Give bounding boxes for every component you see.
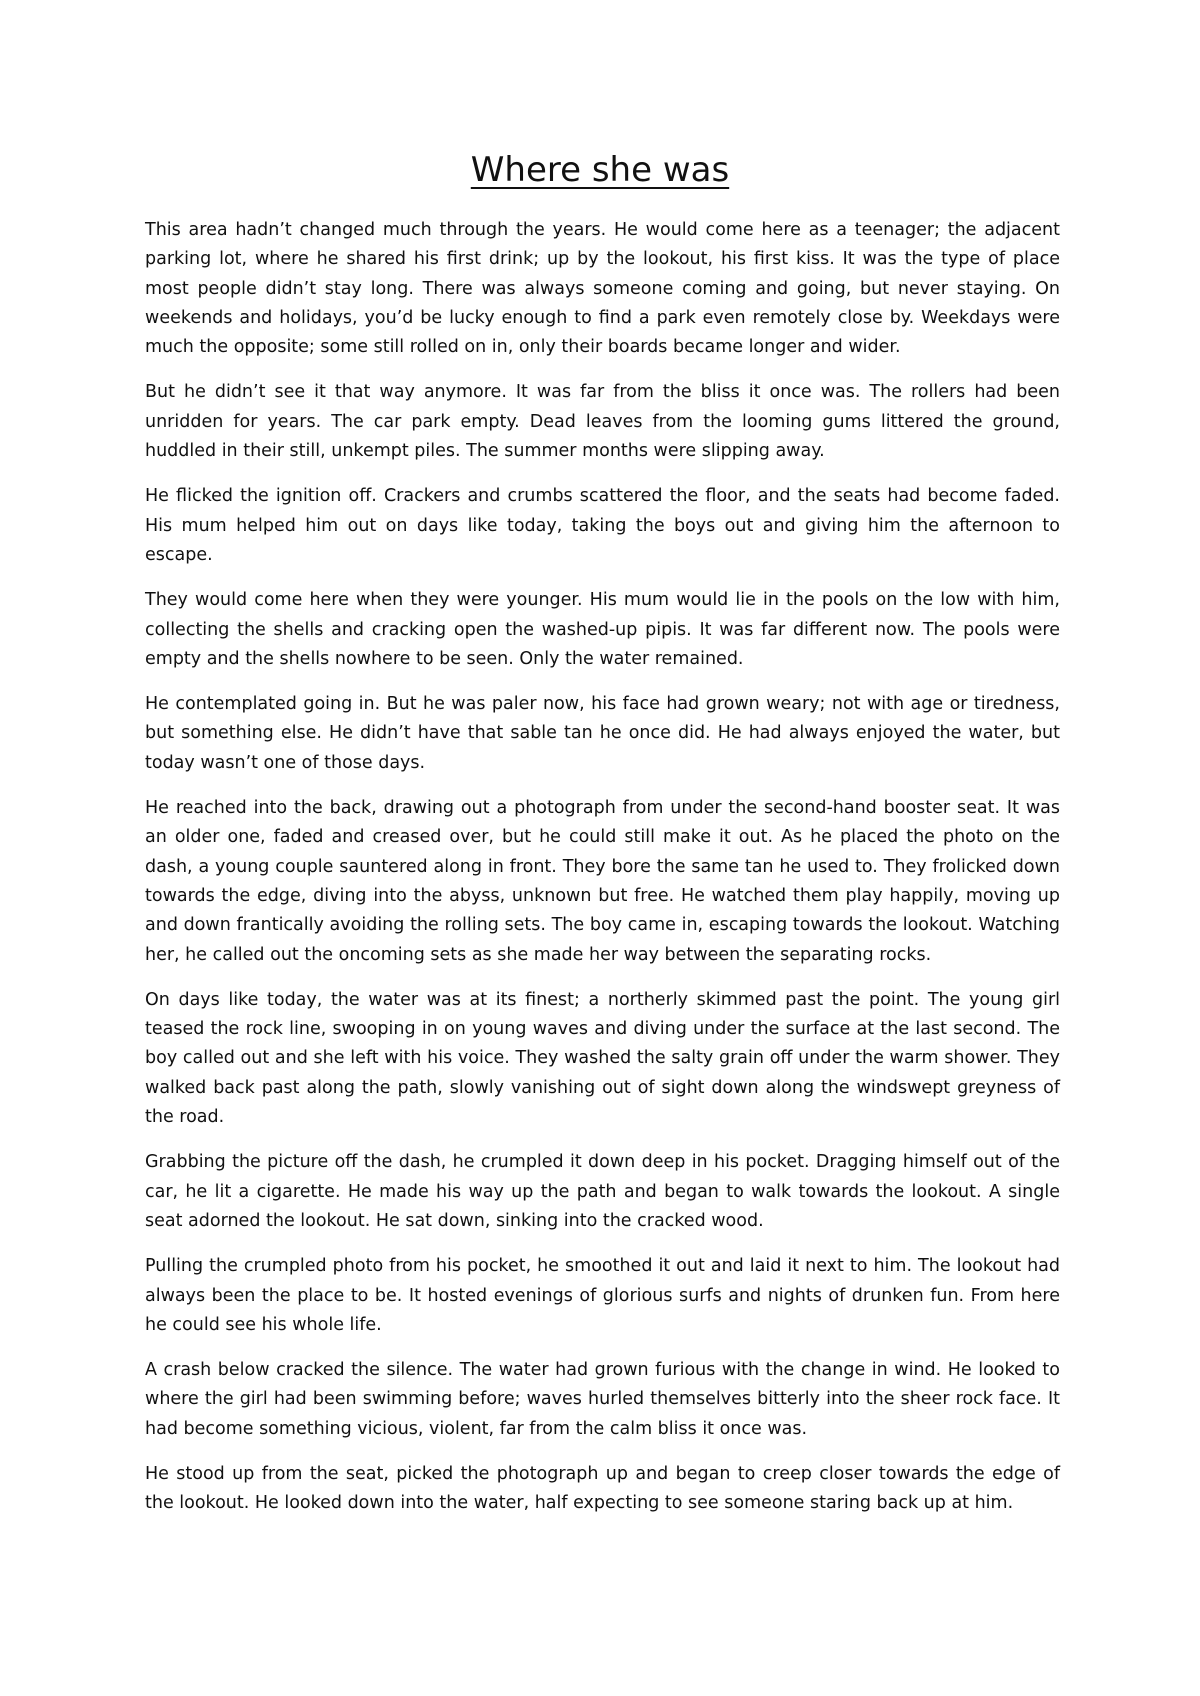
paragraph: He reached into the back, drawing out a photograph from under the second-hand booster seat. It was an older one, faded and creased over, but he could still make it out. As he placed the photo on the dash, a young couple sauntered along in front. They bore the same tan he used to. They frolicked down towards the edge, diving into the abyss, unknown but free. He watched them play happily, moving up and down frantically avoiding the rolling sets. The boy came in, escaping towards the lookout. Watching her, he called out the oncoming sets as she made her way between the separating rocks.	[145, 798, 1060, 965]
document-body	[145, 216, 1060, 1535]
paragraph: They would come here when they were younger. His mum would lie in the pools on the low with him, collecting the shells and cracking open the washed-up pipis. It was far different now. The pools were empty and the shells nowhere to be seen. Only the water remained.	[145, 590, 1060, 669]
paragraph: This area hadn’t changed much through the years. He would come here as a teenager; the adjacent parking lot, where he shared his first drink; up by the lookout, his first kiss. It was the type of place most people didn’t stay long. There was always someone coming and going, but never staying. On weekends and holidays, you’d be lucky enough to find a park even remotely close by. Weekdays were much the opposite; some still rolled on in, only their boards became longer and wider.	[145, 220, 1060, 358]
document-title: Where she was	[470, 150, 730, 190]
paragraph: On days like today, the water was at its finest; a northerly skimmed past the point. The young girl teased the rock line, swooping in on young waves and diving under the surface at the last second. The boy called out and she left with his voice. They washed the salty grain off under the warm shower. They walked back past along the path, slowly vanishing out of sight down along the windswept greyness of the road.	[145, 989, 1060, 1128]
paragraph: Grabbing the picture off the dash, he crumpled it down deep in his pocket. Dragging himself out of the car, he lit a cigarette. He made his way up the path and began to walk towards the lookout. A single seat adorned the lookout. He sat down, sinking into the cracked wood.	[145, 1152, 1060, 1231]
paragraph: He flicked the ignition off. Crackers and crumbs scattered the floor, and the seats had become faded. His mum helped him out on days like today, taking the boys out and giving him the afternoon to escape.	[145, 486, 1060, 565]
paragraph: Pulling the crumpled photo from his pocket, he smoothed it out and laid it next to him. The lookout had always been the place to be. It hosted evenings of glorious surfs and nights of drunken fun. From here he could see his whole life.	[145, 1256, 1060, 1335]
paragraph: He contemplated going in. But he was paler now, his face had grown weary; not with age or tiredness, but something else. He didn’t have that sable tan he once did. He had always enjoyed the water, but today wasn’t one of those days.	[145, 694, 1060, 773]
paragraph: But he didn’t see it that way anymore. It was far from the bliss it once was. The rollers had been unridden for years. The car park empty. Dead leaves from the looming gums littered the ground, huddled in their still, unkempt piles. The summer months were slipping away.	[145, 382, 1060, 462]
paragraph: A crash below cracked the silence. The water had grown furious with the change in wind. He looked to where the girl had been swimming before; waves hurled themselves bitterly into the sheer rock face. It had become something vicious, violent, far from the calm bliss it once was.	[145, 1360, 1060, 1439]
paragraph: He stood up from the seat, picked the photograph up and began to creep closer towards the edge of the lookout. He looked down into the water, half expecting to see someone staring back up at him.	[145, 1463, 1060, 1514]
